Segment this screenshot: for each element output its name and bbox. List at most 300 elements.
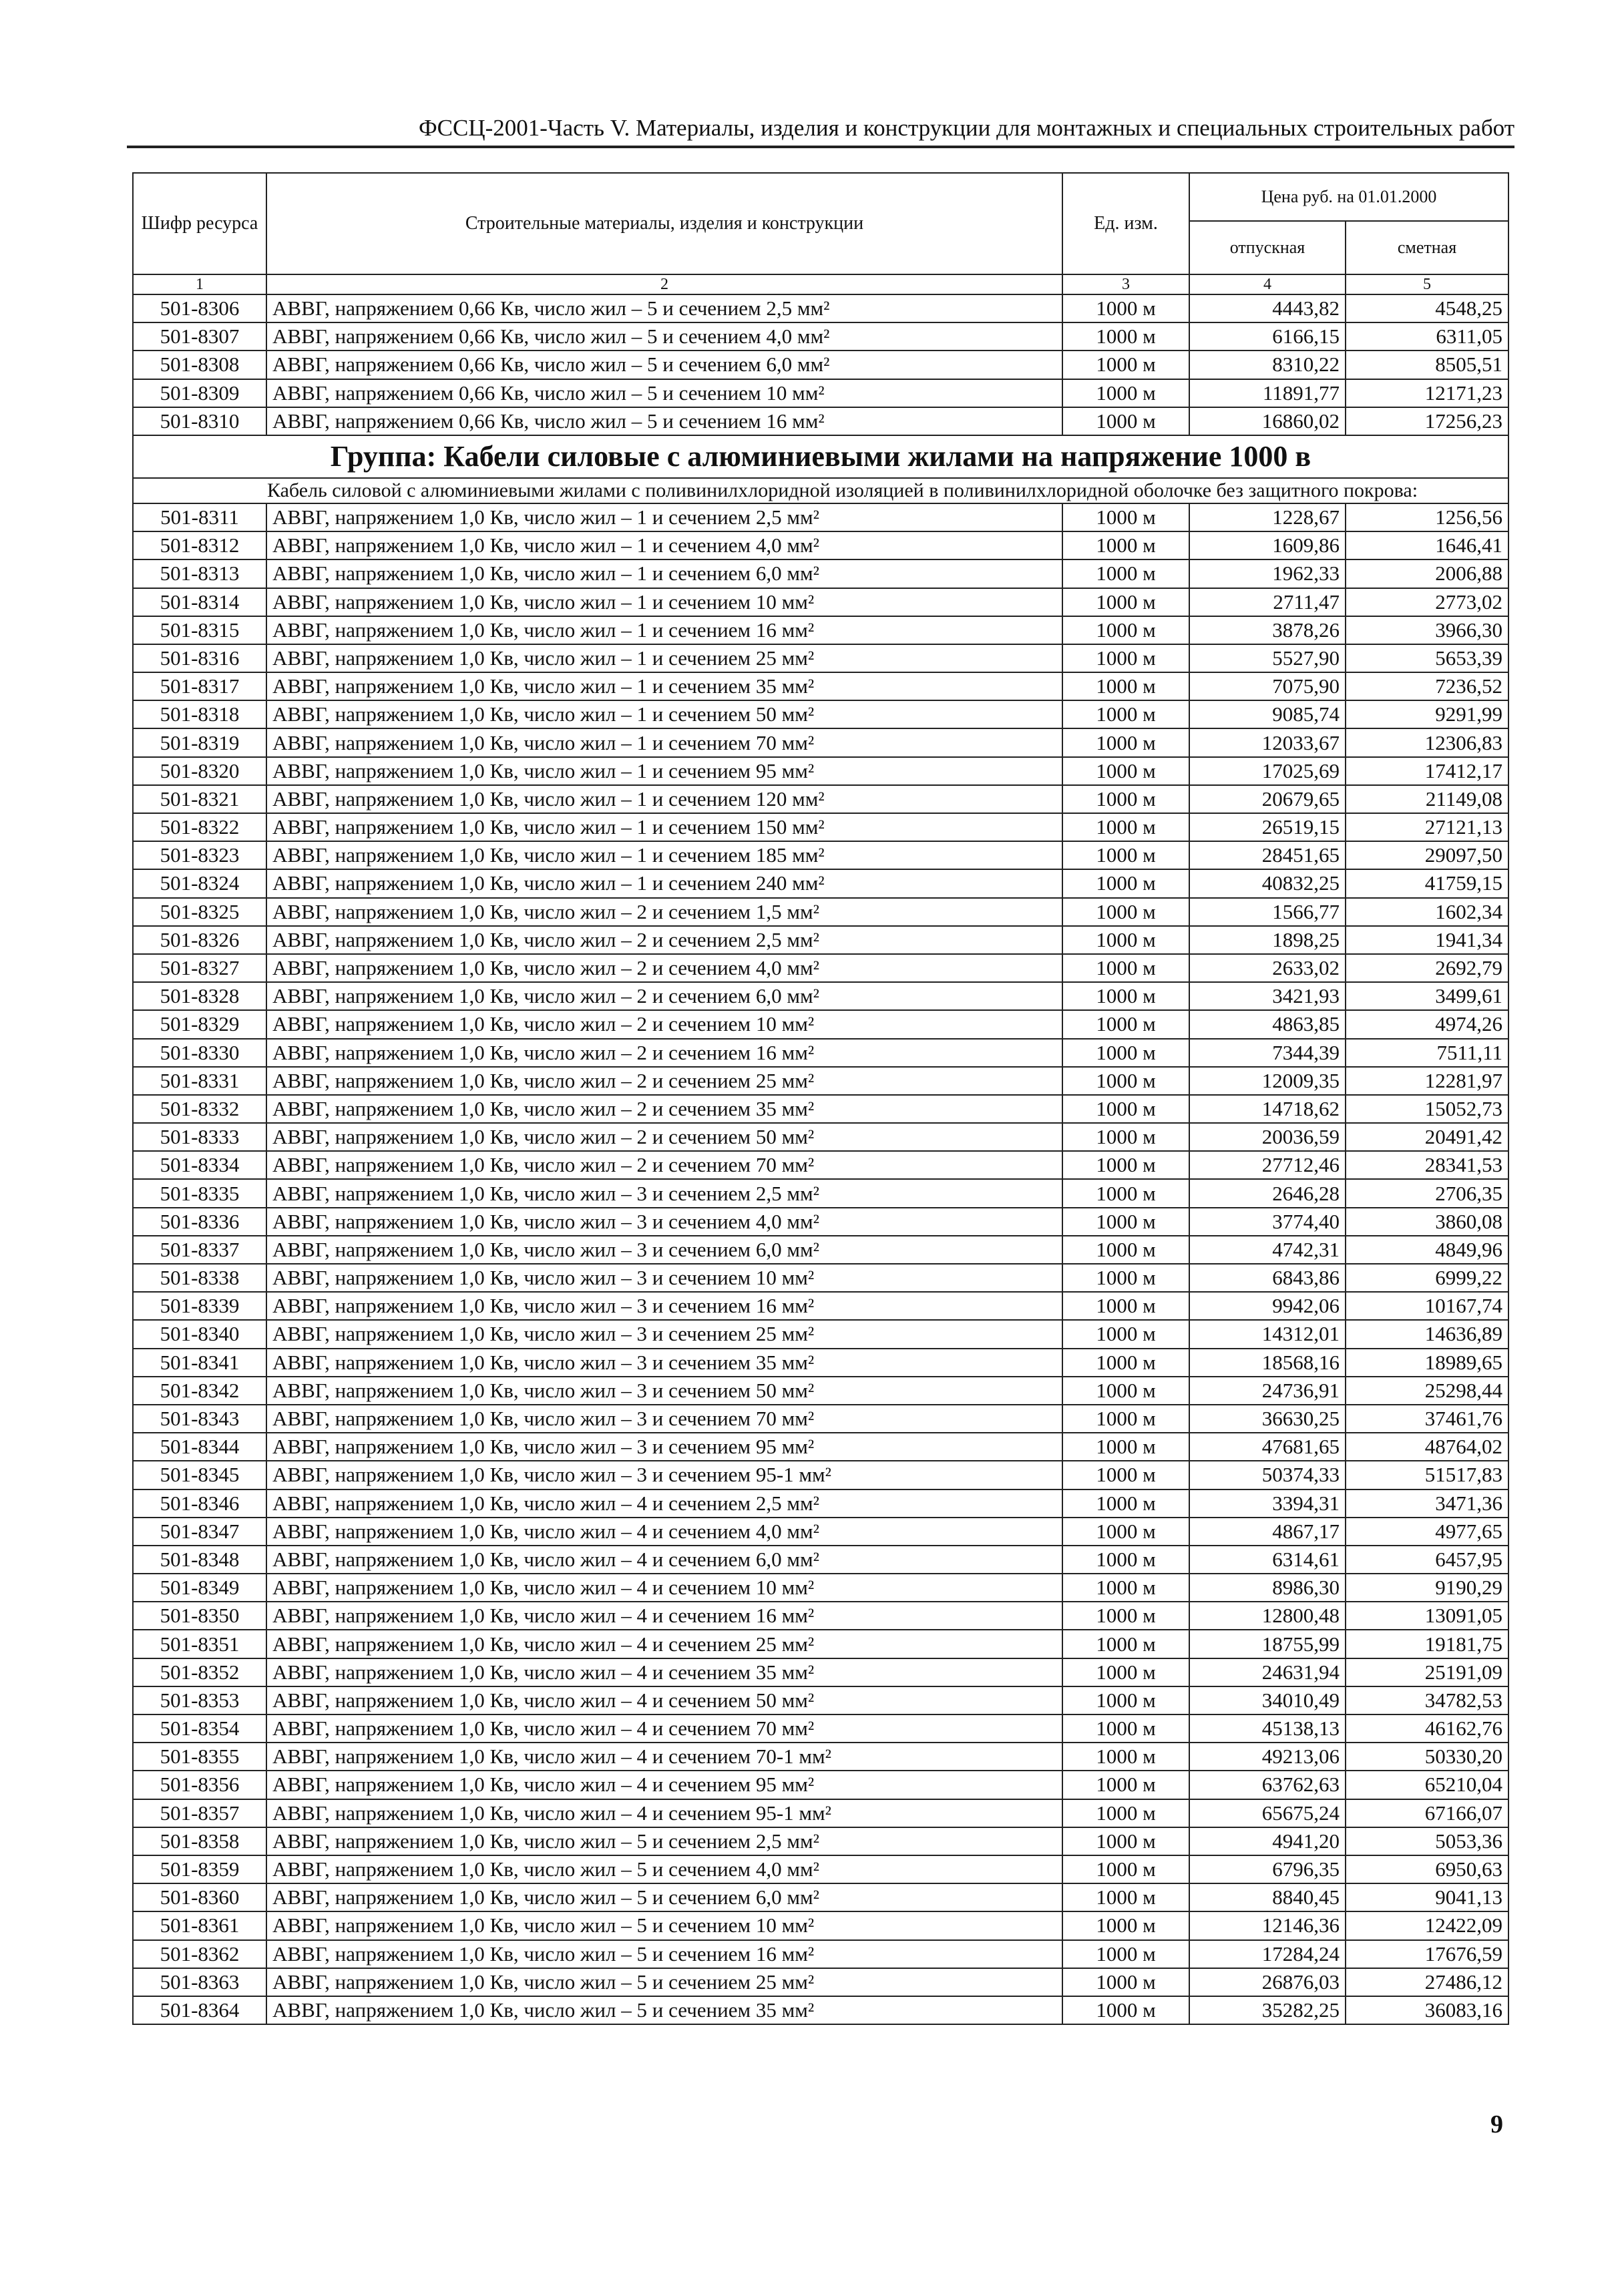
resource-code: 501-8307	[133, 322, 266, 351]
price-release: 24631,94	[1189, 1658, 1346, 1686]
column-number: 2	[266, 274, 1062, 294]
table-row	[133, 1911, 1508, 1939]
table-row	[133, 1827, 1508, 1855]
price-release: 3774,40	[1189, 1208, 1346, 1236]
price-estimate: 51517,83	[1346, 1461, 1508, 1489]
resource-code: 501-8364	[133, 1996, 266, 2024]
table-row	[133, 1855, 1508, 1883]
resource-code: 501-8331	[133, 1067, 266, 1095]
price-release: 45138,13	[1189, 1714, 1346, 1743]
table-row	[133, 841, 1508, 869]
price-estimate: 36083,16	[1346, 1996, 1508, 2024]
unit: 1000 м	[1062, 898, 1189, 926]
price-estimate: 28341,53	[1346, 1151, 1508, 1179]
material-name: АВВГ, напряжением 1,0 Кв, число жил – 3 и сечением 95-1 мм²	[266, 1461, 1062, 1489]
col-header-name: Строительные материалы, изделия и конструкции	[266, 173, 1062, 274]
price-estimate: 9291,99	[1346, 700, 1508, 728]
table-row	[133, 1292, 1508, 1320]
price-estimate: 1941,34	[1346, 926, 1508, 954]
unit: 1000 м	[1062, 1264, 1189, 1292]
unit: 1000 м	[1062, 1010, 1189, 1038]
unit: 1000 м	[1062, 1461, 1189, 1489]
price-estimate: 1256,56	[1346, 503, 1508, 531]
price-release: 12009,35	[1189, 1067, 1346, 1095]
table-row	[133, 503, 1508, 531]
unit: 1000 м	[1062, 672, 1189, 700]
table-row	[133, 1883, 1508, 1911]
unit: 1000 м	[1062, 1940, 1189, 1968]
material-name: АВВГ, напряжением 1,0 Кв, число жил – 2 и сечением 16 мм²	[266, 1039, 1062, 1067]
price-estimate: 27486,12	[1346, 1968, 1508, 1996]
price-estimate: 3499,61	[1346, 982, 1508, 1010]
resource-code: 501-8327	[133, 954, 266, 982]
column-number: 5	[1346, 274, 1508, 294]
resource-code: 501-8317	[133, 672, 266, 700]
resource-code: 501-8332	[133, 1095, 266, 1123]
price-release: 2711,47	[1189, 588, 1346, 616]
table-row	[133, 322, 1508, 351]
material-name: АВВГ, напряжением 1,0 Кв, число жил – 5 и сечением 6,0 мм²	[266, 1883, 1062, 1911]
price-release: 5527,90	[1189, 644, 1346, 672]
material-name: АВВГ, напряжением 1,0 Кв, число жил – 4 и сечением 95-1 мм²	[266, 1799, 1062, 1827]
material-name: АВВГ, напряжением 1,0 Кв, число жил – 2 и сечением 70 мм²	[266, 1151, 1062, 1179]
price-release: 6166,15	[1189, 322, 1346, 351]
price-table	[132, 172, 1509, 2025]
column-number: 4	[1189, 274, 1346, 294]
unit: 1000 м	[1062, 559, 1189, 588]
material-name: АВВГ, напряжением 1,0 Кв, число жил – 5 и сечением 25 мм²	[266, 1968, 1062, 1996]
unit: 1000 м	[1062, 1743, 1189, 1771]
price-release: 9942,06	[1189, 1292, 1346, 1320]
running-header	[127, 108, 1514, 148]
resource-code: 501-8341	[133, 1349, 266, 1377]
table-row	[133, 1377, 1508, 1405]
resource-code: 501-8324	[133, 869, 266, 897]
header-title: ФССЦ-2001-Часть V. Материалы, изделия и конструкции для монтажных и специальных строительных работ	[418, 115, 1514, 141]
unit: 1000 м	[1062, 728, 1189, 756]
unit: 1000 м	[1062, 531, 1189, 559]
price-estimate: 65210,04	[1346, 1771, 1508, 1799]
table-row	[133, 1208, 1508, 1236]
price-estimate: 14636,89	[1346, 1320, 1508, 1348]
resource-code: 501-8357	[133, 1799, 266, 1827]
price-release: 28451,65	[1189, 841, 1346, 869]
price-estimate: 9190,29	[1346, 1574, 1508, 1602]
price-estimate: 46162,76	[1346, 1714, 1508, 1743]
unit: 1000 м	[1062, 1489, 1189, 1518]
price-estimate: 20491,42	[1346, 1123, 1508, 1151]
resource-code: 501-8333	[133, 1123, 266, 1151]
price-estimate: 2006,88	[1346, 559, 1508, 588]
price-release: 26876,03	[1189, 1968, 1346, 1996]
group-title-row	[133, 435, 1508, 478]
material-name: АВВГ, напряжением 1,0 Кв, число жил – 4 и сечением 70 мм²	[266, 1714, 1062, 1743]
price-release: 2646,28	[1189, 1179, 1346, 1207]
price-release: 1609,86	[1189, 531, 1346, 559]
table-row	[133, 379, 1508, 407]
price-estimate: 12171,23	[1346, 379, 1508, 407]
price-release: 11891,77	[1189, 379, 1346, 407]
col-header-unit: Ед. изм.	[1062, 173, 1189, 274]
resource-code: 501-8343	[133, 1405, 266, 1433]
price-release: 14312,01	[1189, 1320, 1346, 1348]
price-release: 4742,31	[1189, 1236, 1346, 1264]
price-release: 2633,02	[1189, 954, 1346, 982]
unit: 1000 м	[1062, 1405, 1189, 1433]
resource-code: 501-8321	[133, 785, 266, 813]
unit: 1000 м	[1062, 1433, 1189, 1461]
table-row	[133, 982, 1508, 1010]
material-name: АВВГ, напряжением 1,0 Кв, число жил – 2 и сечением 6,0 мм²	[266, 982, 1062, 1010]
price-release: 12146,36	[1189, 1911, 1346, 1939]
price-estimate: 37461,76	[1346, 1405, 1508, 1433]
material-name: АВВГ, напряжением 0,66 Кв, число жил – 5 и сечением 2,5 мм²	[266, 294, 1062, 322]
resource-code: 501-8336	[133, 1208, 266, 1236]
material-name: АВВГ, напряжением 1,0 Кв, число жил – 5 и сечением 4,0 мм²	[266, 1855, 1062, 1883]
unit: 1000 м	[1062, 1996, 1189, 2024]
price-release: 12800,48	[1189, 1602, 1346, 1630]
price-release: 18568,16	[1189, 1349, 1346, 1377]
table-row	[133, 1179, 1508, 1207]
unit: 1000 м	[1062, 869, 1189, 897]
unit: 1000 м	[1062, 1686, 1189, 1714]
price-release: 8840,45	[1189, 1883, 1346, 1911]
price-estimate: 2773,02	[1346, 588, 1508, 616]
resource-code: 501-8348	[133, 1546, 266, 1574]
resource-code: 501-8350	[133, 1602, 266, 1630]
price-estimate: 1646,41	[1346, 531, 1508, 559]
unit: 1000 м	[1062, 1658, 1189, 1686]
price-estimate: 4849,96	[1346, 1236, 1508, 1264]
price-release: 3394,31	[1189, 1489, 1346, 1518]
price-estimate: 25191,09	[1346, 1658, 1508, 1686]
column-number: 1	[133, 274, 266, 294]
material-name: АВВГ, напряжением 1,0 Кв, число жил – 4 и сечением 95 мм²	[266, 1771, 1062, 1799]
price-estimate: 4974,26	[1346, 1010, 1508, 1038]
resource-code: 501-8342	[133, 1377, 266, 1405]
table-row	[133, 1010, 1508, 1038]
price-estimate: 18989,65	[1346, 1349, 1508, 1377]
price-estimate: 13091,05	[1346, 1602, 1508, 1630]
resource-code: 501-8351	[133, 1630, 266, 1658]
unit: 1000 м	[1062, 1236, 1189, 1264]
price-release: 1962,33	[1189, 559, 1346, 588]
unit: 1000 м	[1062, 1602, 1189, 1630]
col-header-price-group: Цена руб. на 01.01.2000	[1189, 173, 1508, 221]
material-name: АВВГ, напряжением 1,0 Кв, число жил – 1 и сечением 240 мм²	[266, 869, 1062, 897]
resource-code: 501-8361	[133, 1911, 266, 1939]
material-name: АВВГ, напряжением 1,0 Кв, число жил – 5 и сечением 10 мм²	[266, 1911, 1062, 1939]
resource-code: 501-8328	[133, 982, 266, 1010]
unit: 1000 м	[1062, 616, 1189, 644]
material-name: АВВГ, напряжением 1,0 Кв, число жил – 3 и сечением 70 мм²	[266, 1405, 1062, 1433]
price-estimate: 17256,23	[1346, 407, 1508, 435]
price-estimate: 2692,79	[1346, 954, 1508, 982]
material-name: АВВГ, напряжением 1,0 Кв, число жил – 1 и сечением 2,5 мм²	[266, 503, 1062, 531]
resource-code: 501-8313	[133, 559, 266, 588]
price-release: 63762,63	[1189, 1771, 1346, 1799]
material-name: АВВГ, напряжением 1,0 Кв, число жил – 1 и сечением 35 мм²	[266, 672, 1062, 700]
resource-code: 501-8349	[133, 1574, 266, 1602]
unit: 1000 м	[1062, 1714, 1189, 1743]
material-name: АВВГ, напряжением 1,0 Кв, число жил – 5 и сечением 35 мм²	[266, 1996, 1062, 2024]
unit: 1000 м	[1062, 1179, 1189, 1207]
material-name: АВВГ, напряжением 1,0 Кв, число жил – 5 и сечением 16 мм²	[266, 1940, 1062, 1968]
price-release: 9085,74	[1189, 700, 1346, 728]
table-row	[133, 1771, 1508, 1799]
price-release: 17284,24	[1189, 1940, 1346, 1968]
unit: 1000 м	[1062, 379, 1189, 407]
material-name: АВВГ, напряжением 1,0 Кв, число жил – 1 и сечением 25 мм²	[266, 644, 1062, 672]
price-release: 3878,26	[1189, 616, 1346, 644]
unit: 1000 м	[1062, 1968, 1189, 1996]
material-name: АВВГ, напряжением 1,0 Кв, число жил – 3 и сечением 4,0 мм²	[266, 1208, 1062, 1236]
resource-code: 501-8319	[133, 728, 266, 756]
resource-code: 501-8337	[133, 1236, 266, 1264]
price-estimate: 15052,73	[1346, 1095, 1508, 1123]
unit: 1000 м	[1062, 644, 1189, 672]
unit: 1000 м	[1062, 322, 1189, 351]
unit: 1000 м	[1062, 926, 1189, 954]
table-row	[133, 813, 1508, 841]
price-release: 3421,93	[1189, 982, 1346, 1010]
unit: 1000 м	[1062, 1771, 1189, 1799]
resource-code: 501-8314	[133, 588, 266, 616]
material-name: АВВГ, напряжением 1,0 Кв, число жил – 1 и сечением 4,0 мм²	[266, 531, 1062, 559]
price-estimate: 8505,51	[1346, 351, 1508, 379]
price-release: 12033,67	[1189, 728, 1346, 756]
unit: 1000 м	[1062, 1151, 1189, 1179]
unit: 1000 м	[1062, 1518, 1189, 1546]
resource-code: 501-8353	[133, 1686, 266, 1714]
subgroup-title: Кабель силовой с алюминиевыми жилами с поливинилхлоридной изоляцией в поливинилхлоридной оболочке без защитного покрова:	[133, 478, 1508, 503]
resource-code: 501-8363	[133, 1968, 266, 1996]
price-release: 20679,65	[1189, 785, 1346, 813]
price-estimate: 4548,25	[1346, 294, 1508, 322]
col-header-code: Шифр ресурса	[133, 173, 266, 274]
material-name: АВВГ, напряжением 1,0 Кв, число жил – 1 и сечением 16 мм²	[266, 616, 1062, 644]
price-estimate: 9041,13	[1346, 1883, 1508, 1911]
material-name: АВВГ, напряжением 1,0 Кв, число жил – 4 и сечением 70-1 мм²	[266, 1743, 1062, 1771]
resource-code: 501-8344	[133, 1433, 266, 1461]
table-row	[133, 1095, 1508, 1123]
resource-code: 501-8329	[133, 1010, 266, 1038]
table-row	[133, 1630, 1508, 1658]
unit: 1000 м	[1062, 588, 1189, 616]
unit: 1000 м	[1062, 1067, 1189, 1095]
price-estimate: 3471,36	[1346, 1489, 1508, 1518]
price-estimate: 27121,13	[1346, 813, 1508, 841]
material-name: АВВГ, напряжением 1,0 Кв, число жил – 3 и сечением 16 мм²	[266, 1292, 1062, 1320]
table-row	[133, 294, 1508, 322]
table-row	[133, 616, 1508, 644]
material-name: АВВГ, напряжением 1,0 Кв, число жил – 2 и сечением 50 мм²	[266, 1123, 1062, 1151]
material-name: АВВГ, напряжением 0,66 Кв, число жил – 5 и сечением 10 мм²	[266, 379, 1062, 407]
price-release: 1566,77	[1189, 898, 1346, 926]
price-estimate: 6311,05	[1346, 322, 1508, 351]
unit: 1000 м	[1062, 503, 1189, 531]
material-name: АВВГ, напряжением 1,0 Кв, число жил – 4 и сечением 4,0 мм²	[266, 1518, 1062, 1546]
table-row	[133, 728, 1508, 756]
unit: 1000 м	[1062, 1827, 1189, 1855]
resource-code: 501-8345	[133, 1461, 266, 1489]
resource-code: 501-8308	[133, 351, 266, 379]
col-header-price-estimate: сметная	[1346, 221, 1508, 274]
material-name: АВВГ, напряжением 1,0 Кв, число жил – 4 и сечением 16 мм²	[266, 1602, 1062, 1630]
material-name: АВВГ, напряжением 1,0 Кв, число жил – 1 и сечением 50 мм²	[266, 700, 1062, 728]
unit: 1000 м	[1062, 1039, 1189, 1067]
column-number: 3	[1062, 274, 1189, 294]
table-row	[133, 898, 1508, 926]
resource-code: 501-8318	[133, 700, 266, 728]
material-name: АВВГ, напряжением 1,0 Кв, число жил – 2 и сечением 35 мм²	[266, 1095, 1062, 1123]
table-row	[133, 407, 1508, 435]
price-estimate: 3860,08	[1346, 1208, 1508, 1236]
material-name: АВВГ, напряжением 1,0 Кв, число жил – 2 и сечением 25 мм²	[266, 1067, 1062, 1095]
price-release: 34010,49	[1189, 1686, 1346, 1714]
material-name: АВВГ, напряжением 1,0 Кв, число жил – 1 и сечением 95 мм²	[266, 757, 1062, 785]
table-row	[133, 1968, 1508, 1996]
price-estimate: 4977,65	[1346, 1518, 1508, 1546]
table-row	[133, 1151, 1508, 1179]
unit: 1000 м	[1062, 1123, 1189, 1151]
material-name: АВВГ, напряжением 1,0 Кв, число жил – 1 и сечением 10 мм²	[266, 588, 1062, 616]
price-estimate: 10167,74	[1346, 1292, 1508, 1320]
material-name: АВВГ, напряжением 1,0 Кв, число жил – 2 и сечением 2,5 мм²	[266, 926, 1062, 954]
price-release: 6843,86	[1189, 1264, 1346, 1292]
material-name: АВВГ, напряжением 1,0 Кв, число жил – 1 и сечением 120 мм²	[266, 785, 1062, 813]
resource-code: 501-8335	[133, 1179, 266, 1207]
unit: 1000 м	[1062, 1377, 1189, 1405]
table-row	[133, 1461, 1508, 1489]
unit: 1000 м	[1062, 351, 1189, 379]
price-estimate: 6950,63	[1346, 1855, 1508, 1883]
table-row	[133, 1658, 1508, 1686]
group-title: Группа: Кабели силовые с алюминиевыми жилами на напряжение 1000 в	[133, 435, 1508, 478]
table-row	[133, 869, 1508, 897]
resource-code: 501-8354	[133, 1714, 266, 1743]
price-estimate: 12422,09	[1346, 1911, 1508, 1939]
table-row	[133, 757, 1508, 785]
price-estimate: 1602,34	[1346, 898, 1508, 926]
price-release: 1898,25	[1189, 926, 1346, 954]
price-release: 49213,06	[1189, 1743, 1346, 1771]
price-estimate: 50330,20	[1346, 1743, 1508, 1771]
unit: 1000 м	[1062, 954, 1189, 982]
unit: 1000 м	[1062, 813, 1189, 841]
material-name: АВВГ, напряжением 1,0 Кв, число жил – 2 и сечением 4,0 мм²	[266, 954, 1062, 982]
resource-code: 501-8339	[133, 1292, 266, 1320]
table-row	[133, 672, 1508, 700]
table-row	[133, 588, 1508, 616]
page-number: 9	[1490, 2110, 1503, 2138]
table-row	[133, 1236, 1508, 1264]
price-release: 7344,39	[1189, 1039, 1346, 1067]
price-estimate: 3966,30	[1346, 616, 1508, 644]
price-release: 65675,24	[1189, 1799, 1346, 1827]
material-name: АВВГ, напряжением 1,0 Кв, число жил – 3 и сечением 35 мм²	[266, 1349, 1062, 1377]
unit: 1000 м	[1062, 407, 1189, 435]
price-release: 17025,69	[1189, 757, 1346, 785]
price-release: 16860,02	[1189, 407, 1346, 435]
price-release: 8986,30	[1189, 1574, 1346, 1602]
table-row	[133, 559, 1508, 588]
material-name: АВВГ, напряжением 1,0 Кв, число жил – 3 и сечением 50 мм²	[266, 1377, 1062, 1405]
table-row	[133, 644, 1508, 672]
price-release: 20036,59	[1189, 1123, 1346, 1151]
price-release: 36630,25	[1189, 1405, 1346, 1433]
resource-code: 501-8312	[133, 531, 266, 559]
resource-code: 501-8340	[133, 1320, 266, 1348]
price-release: 14718,62	[1189, 1095, 1346, 1123]
unit: 1000 м	[1062, 1883, 1189, 1911]
material-name: АВВГ, напряжением 1,0 Кв, число жил – 4 и сечением 50 мм²	[266, 1686, 1062, 1714]
price-release: 27712,46	[1189, 1151, 1346, 1179]
price-release: 40832,25	[1189, 869, 1346, 897]
material-name: АВВГ, напряжением 1,0 Кв, число жил – 1 и сечением 185 мм²	[266, 841, 1062, 869]
table-row	[133, 1489, 1508, 1518]
resource-code: 501-8362	[133, 1940, 266, 1968]
resource-code: 501-8325	[133, 898, 266, 926]
price-estimate: 6457,95	[1346, 1546, 1508, 1574]
unit: 1000 м	[1062, 1349, 1189, 1377]
table-row	[133, 1602, 1508, 1630]
table-row	[133, 1714, 1508, 1743]
price-release: 4867,17	[1189, 1518, 1346, 1546]
material-name: АВВГ, напряжением 1,0 Кв, число жил – 3 и сечением 25 мм²	[266, 1320, 1062, 1348]
material-name: АВВГ, напряжением 1,0 Кв, число жил – 3 и сечением 95 мм²	[266, 1433, 1062, 1461]
material-name: АВВГ, напряжением 0,66 Кв, число жил – 5 и сечением 16 мм²	[266, 407, 1062, 435]
unit: 1000 м	[1062, 1911, 1189, 1939]
price-estimate: 41759,15	[1346, 869, 1508, 897]
price-estimate: 12306,83	[1346, 728, 1508, 756]
unit: 1000 м	[1062, 1855, 1189, 1883]
price-release: 1228,67	[1189, 503, 1346, 531]
table-row	[133, 1264, 1508, 1292]
resource-code: 501-8316	[133, 644, 266, 672]
resource-code: 501-8330	[133, 1039, 266, 1067]
material-name: АВВГ, напряжением 1,0 Кв, число жил – 4 и сечением 35 мм²	[266, 1658, 1062, 1686]
price-estimate: 5053,36	[1346, 1827, 1508, 1855]
unit: 1000 м	[1062, 294, 1189, 322]
price-estimate: 7511,11	[1346, 1039, 1508, 1067]
material-name: АВВГ, напряжением 0,66 Кв, число жил – 5 и сечением 6,0 мм²	[266, 351, 1062, 379]
col-header-price-release: отпускная	[1189, 221, 1346, 274]
price-estimate: 5653,39	[1346, 644, 1508, 672]
unit: 1000 м	[1062, 700, 1189, 728]
resource-code: 501-8326	[133, 926, 266, 954]
material-name: АВВГ, напряжением 1,0 Кв, число жил – 4 и сечением 6,0 мм²	[266, 1546, 1062, 1574]
material-name: АВВГ, напряжением 1,0 Кв, число жил – 1 и сечением 150 мм²	[266, 813, 1062, 841]
unit: 1000 м	[1062, 785, 1189, 813]
resource-code: 501-8355	[133, 1743, 266, 1771]
unit: 1000 м	[1062, 841, 1189, 869]
resource-code: 501-8320	[133, 757, 266, 785]
table-row	[133, 1518, 1508, 1546]
table-row	[133, 1799, 1508, 1827]
table-row	[133, 1123, 1508, 1151]
material-name: АВВГ, напряжением 1,0 Кв, число жил – 5 и сечением 2,5 мм²	[266, 1827, 1062, 1855]
table-row	[133, 1405, 1508, 1433]
material-name: АВВГ, напряжением 1,0 Кв, число жил – 3 и сечением 6,0 мм²	[266, 1236, 1062, 1264]
unit: 1000 м	[1062, 1208, 1189, 1236]
table-row	[133, 1574, 1508, 1602]
resource-code: 501-8352	[133, 1658, 266, 1686]
unit: 1000 м	[1062, 1630, 1189, 1658]
price-release: 26519,15	[1189, 813, 1346, 841]
column-number-row	[133, 274, 1508, 294]
table-row	[133, 926, 1508, 954]
